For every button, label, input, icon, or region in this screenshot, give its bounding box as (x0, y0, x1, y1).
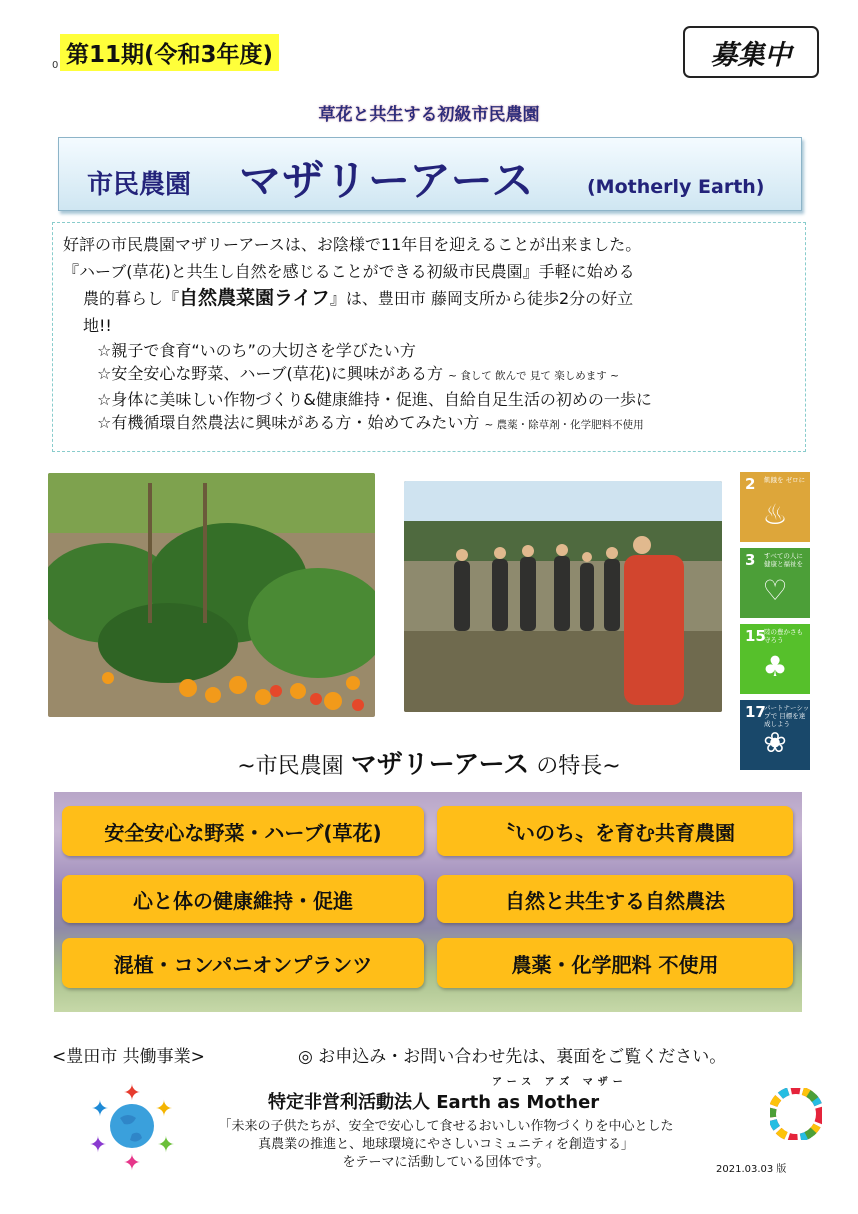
tree-icon: ♣ (762, 650, 788, 683)
group-photo (404, 481, 722, 712)
sdg-label: 陸の豊かさも 守ろう (764, 628, 803, 644)
mission-line: をテーマに活動している団体です。 (342, 1155, 550, 1170)
contact-note: ◎ お申込み・お問い合わせ先は、裏面をご覧ください。 (298, 1047, 727, 1067)
intro-line: 『ハーブ(草花)と共生し自然を感じることができる初級市民農園』手軽に始める (63, 262, 635, 281)
svg-text:✦: ✦ (90, 1097, 110, 1122)
item-note: ~ 食して 飲んで 見て 楽しめます ~ (448, 370, 619, 382)
intro-line (63, 285, 797, 312)
item-note: ~ 農薬・除草剤・化学肥料不使用 (484, 419, 644, 431)
sdg-label: すべての人に 健康と福祉を (764, 552, 803, 568)
item-text: ☆身体に美味しい作物づくり&健康維持・促進、自給自足生活の初めの一歩に (97, 390, 652, 409)
sdg-number: 17 (745, 703, 766, 721)
svg-text:✦: ✦ (122, 1081, 142, 1106)
svg-text:✦: ✦ (88, 1133, 108, 1158)
intro-item (63, 362, 797, 388)
garden-photo (48, 473, 375, 717)
recruiting-badge: 募集中 (683, 26, 819, 78)
bowl-icon: ♨ (762, 498, 788, 531)
features-title (0, 744, 858, 781)
features-title-name: マザリーアース (350, 750, 530, 780)
mission-statement (176, 1118, 716, 1172)
sdg-label: パートナーシップで 目標を達成しよう (764, 704, 810, 728)
banner-prefix: 市民農園 (87, 170, 192, 200)
item-text: ☆有機循環自然農法に興味がある方・始めてみたい方 (97, 413, 480, 432)
sdg-goal-3 (740, 548, 810, 618)
sdg-number: 2 (745, 475, 756, 493)
subtitle: 草花と共生する初級市民農園 (318, 105, 540, 125)
sdg-label: 飢餓を ゼロに (764, 476, 806, 484)
version-date: 2021.03.03 版 (716, 1164, 787, 1175)
org-name: 特定非営利活動法人 Earth as Mother (268, 1092, 600, 1113)
item-text: ☆安全安心な野菜、ハーブ(草花)に興味がある方 (97, 364, 444, 383)
intro-item (63, 411, 797, 437)
item-text: ☆親子で食育“いのち”の大切さを学びたい方 (97, 341, 416, 360)
flower-icon: ❀ (763, 726, 787, 759)
title-banner (58, 137, 802, 211)
feature-item: 農薬・化学肥料 不使用 (437, 938, 793, 988)
banner-english: (Motherly Earth) (587, 176, 765, 198)
banner-name: マザリーアース (239, 156, 535, 205)
mission-line: 「未来の子供たちが、安全で安心して食せるおいしい作物づくりを中心とした (218, 1119, 674, 1134)
feature-item: 心と体の健康維持・促進 (62, 875, 424, 923)
sdg-goal-15 (740, 624, 810, 694)
features-title-post: の特長~ (529, 754, 621, 779)
org-logo-icon (84, 1080, 180, 1172)
feature-item: 混植・コンパニオンプランツ (62, 938, 424, 988)
sdg-number: 15 (745, 627, 766, 645)
svg-text:✦: ✦ (156, 1133, 176, 1158)
sdg-number: 3 (745, 551, 756, 569)
page-number: 0 (52, 60, 59, 71)
intro-item (63, 339, 797, 362)
intro-line: 地!! (83, 316, 112, 335)
sdg-wheel-icon (770, 1088, 822, 1140)
mission-line: 真農業の推進と、地球環境にやさしいコミュニティを創造する」 (258, 1137, 634, 1152)
svg-text:✦: ✦ (154, 1097, 174, 1122)
term-label: 第11期(令和3年度) (60, 34, 279, 71)
intro-line: 好評の市民農園マザリーアースは、お陰様で11年目を迎えることが出来ました。 (63, 235, 642, 254)
features-panel (54, 792, 802, 1012)
intro-text: 』は、豊田市 藤岡支所から徒歩2分の好立 (329, 289, 634, 308)
intro-text: 農的暮らし『 (83, 289, 180, 308)
feature-item: 自然と共生する自然農法 (437, 875, 793, 923)
intro-box (52, 222, 806, 452)
svg-text:✦: ✦ (122, 1151, 142, 1172)
sdg-goal-2 (740, 472, 810, 542)
heartbeat-icon: ♡ (762, 574, 788, 607)
org-ruby: アース アズ マザー (492, 1077, 628, 1088)
feature-item: 安全安心な野菜・ハーブ(草花) (62, 806, 424, 856)
feature-item: 〝いのち〟を育む共育農園 (437, 806, 793, 856)
intro-highlight: 自然農菜園ライフ (179, 287, 330, 309)
cooperation-label: <豊田市 共働事業> (52, 1047, 205, 1067)
intro-item (63, 388, 797, 411)
features-title-pre: ~市民農園 (237, 754, 351, 779)
